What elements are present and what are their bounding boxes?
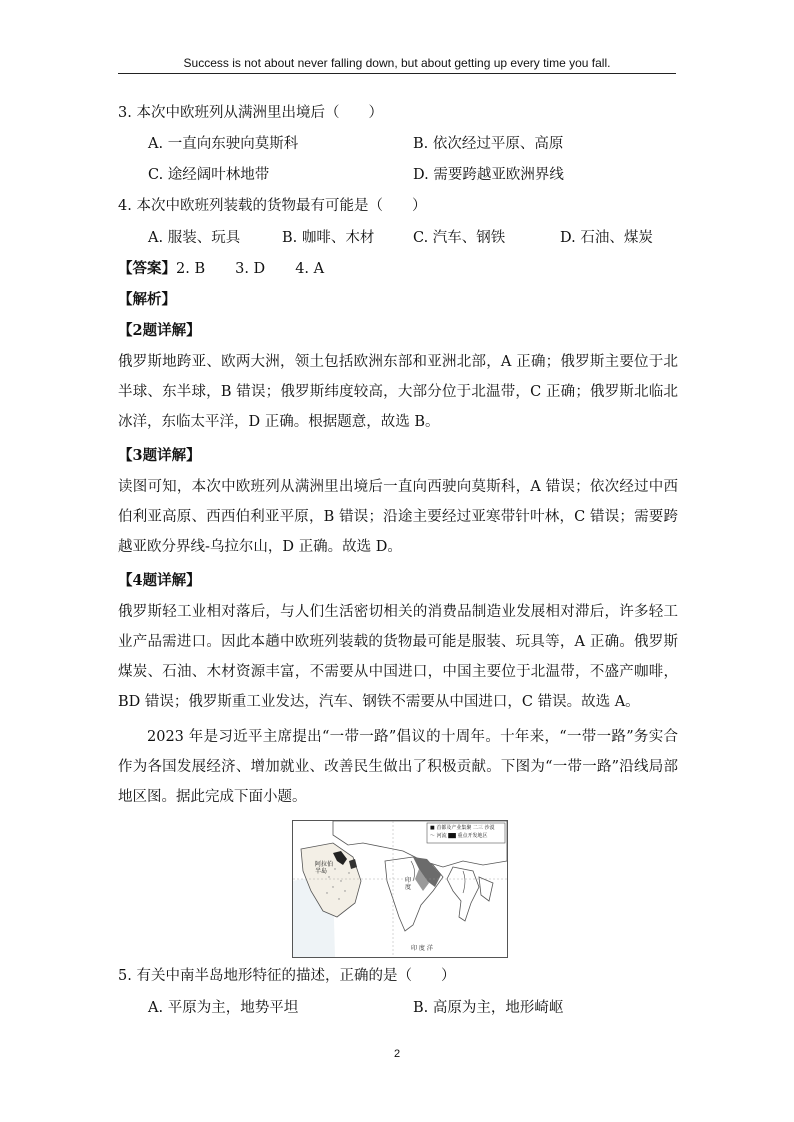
legend-capital: ■ 首都及产业集聚 <box>430 825 472 831</box>
detail-2-text: 俄罗斯地跨亚、欧两大洲，领土包括欧洲东部和亚洲北部，A 正确；俄罗斯主要位于北半球、东半球，B 错误；俄罗斯纬度较高，大部分位于北温带，C 正确；俄罗斯北临北冰洋，东临太平洋，D 正确。根据题意，故选 B。 <box>118 354 678 430</box>
answer-item-4: 4. A <box>295 261 325 277</box>
map-legend <box>430 824 495 840</box>
question-4-option-a: A. 服装、玩具 <box>148 230 241 246</box>
belt-road-map-figure <box>292 820 508 958</box>
question-5-stem: 5. 有关中南半岛地形特征的描述，正确的是（ ） <box>118 968 456 984</box>
map-label-arabia-1: 阿拉伯 <box>315 861 334 868</box>
question-5-option-a: A. 平原为主，地势平坦 <box>148 1000 299 1016</box>
detail-3-label: 【3题详解】 <box>118 447 201 464</box>
question-4-option-d: D. 石油、煤炭 <box>560 230 653 246</box>
question-4-option-b: B. 咖啡、木材 <box>282 230 375 246</box>
intro-paragraph: 2023 年是习近平主席提出“一带一路”倡议的十周年。十年来，“一带一路”务实合作为各国发展经济、增加就业、改善民生做出了积极贡献。下图为“一带一路”沿线局部地区图。据此完成下面小题。 <box>118 729 678 805</box>
question-3-option-a: A. 一直向东驶向莫斯科 <box>148 136 299 152</box>
page-header-motto: Success is not about never falling down, but about getting up every time you fall. <box>183 56 611 70</box>
answer-item-3: 3. D <box>235 261 266 277</box>
detail-3-text: 读图可知，本次中欧班列从满洲里出境后一直向西驶向莫斯科，A 错误；依次经过中西伯利亚高原、西西伯利亚平原，B 错误；沿途主要经过亚寒带针叶林，C 错误；需要跨越亚欧分界线-乌拉尔山，D 正确。故选 D。 <box>118 479 678 555</box>
map-label-arabia-2: 半岛 <box>315 868 328 875</box>
question-4-stem: 4. 本次中欧班列装载的货物最有可能是（ ） <box>118 198 427 214</box>
answer-label: 【答案】 <box>118 260 176 277</box>
legend-river: 〜 河流 <box>430 833 447 839</box>
detail-2-label: 【2题详解】 <box>118 322 201 339</box>
map-label-ocean: 印 度 洋 <box>411 945 433 952</box>
detail-4-text: 俄罗斯轻工业相对落后，与人们生活密切相关的消费品制造业发展相对滞后，许多轻工业产品需进口。因此本趟中欧班列装载的货物最可能是服装、玩具等，A 正确。俄罗斯煤炭、石油、木材资源丰富，不需要从中国进口，中国主要位于北温带，不盛产咖啡，BD 错误；俄罗斯重工业发达，汽车、钢铁不需要从中国进口，C 错误。故选 A。 <box>118 604 678 710</box>
question-3-option-d: D. 需要跨越亚欧洲界线 <box>413 167 564 183</box>
question-4-option-c: C. 汽车、钢铁 <box>413 230 506 246</box>
detail-4-label: 【4题详解】 <box>118 572 201 589</box>
question-3-stem: 3. 本次中欧班列从满洲里出境后（ ） <box>118 105 383 121</box>
map-label-india-2: 度 <box>405 884 412 891</box>
answer-item-2: 2. B <box>176 261 206 277</box>
region-map-svg <box>293 821 507 957</box>
question-3-option-c: C. 途经阔叶林地带 <box>148 167 270 183</box>
map-label-india-1: 印 <box>405 877 412 884</box>
answer-line <box>118 259 324 279</box>
question-5-option-b: B. 高原为主，地形崎岖 <box>413 1000 564 1016</box>
map-label-india <box>405 877 411 891</box>
question-3-option-b: B. 依次经过平原、高原 <box>413 136 564 152</box>
legend-desert: 二三 沙漠 <box>472 825 495 831</box>
map-label-arabia <box>315 861 333 875</box>
page-number: 2 <box>393 1048 401 1060</box>
analysis-label: 【解析】 <box>118 291 176 308</box>
legend-development-zone: ▇▇ 重点开发地区 <box>448 833 488 839</box>
header-divider <box>118 73 676 74</box>
